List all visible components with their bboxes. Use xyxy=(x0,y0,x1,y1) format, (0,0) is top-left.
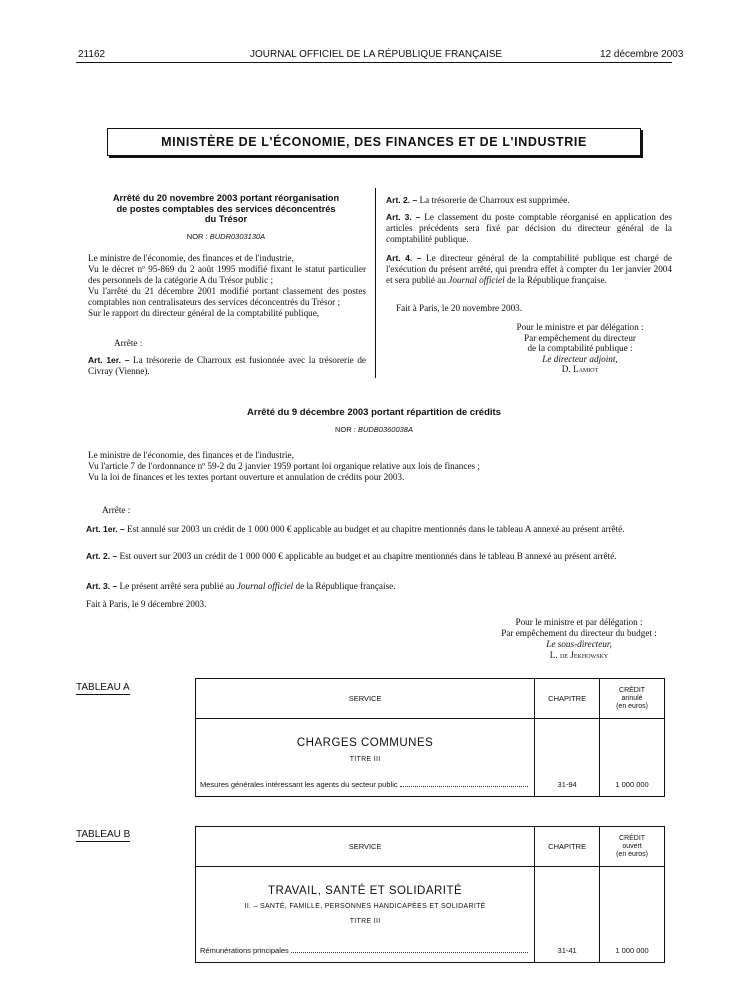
credit-header-line: (en euros) xyxy=(616,850,648,858)
arrete2-art1 xyxy=(76,524,672,535)
col-header-service: SERVICE xyxy=(196,679,535,719)
col-header-credit xyxy=(600,679,665,719)
article-text: de la République française. xyxy=(506,275,607,285)
ministry-title: MINISTÈRE DE L'ÉCONOMIE, DES FINANCES ET DE L'INDUSTRIE xyxy=(161,135,587,149)
article-text: Le présent arrêté sera publié au xyxy=(119,581,235,591)
table-row xyxy=(196,719,535,797)
arrete1-title-line: Arrêté du 20 novembre 2003 portant réorganisation xyxy=(112,193,340,203)
row-label-text: Rémunérations principales xyxy=(200,946,289,955)
arrete1-title-line: de postes comptables des services déconcentrés xyxy=(116,203,336,214)
paragraph: Vu l'article 7 de l'ordonnance nº 59-2 du 2 janvier 1959 portant loi organique relative aux lois de finances ; xyxy=(88,461,480,471)
journal-title: JOURNAL OFFICIEL DE LA RÉPUBLIQUE FRANÇAISE xyxy=(250,49,503,60)
arrete1-visas xyxy=(88,253,366,319)
nor-code: BUDB0360038A xyxy=(357,425,413,434)
article-text: Le classement du poste comptable réorganisé en application des articles précédents sera fixé par décision du directeur général de la comptabilité publique. xyxy=(386,212,672,244)
arrete1-title xyxy=(80,193,372,225)
col-header-credit xyxy=(600,827,665,867)
leader-dots xyxy=(291,952,528,953)
credit-cell: 1 000 000 xyxy=(600,719,665,797)
arrete2-fait: Fait à Paris, le 9 décembre 2003. xyxy=(86,599,207,609)
arrete1-title-line: du Trésor xyxy=(204,214,248,224)
row-label-text: Mesures générales intéressant les agents du secteur public xyxy=(200,780,398,789)
article-label: Art. 4. – xyxy=(386,253,422,263)
credit-header-line: ouvert xyxy=(622,842,642,850)
paragraph: Vu le décret nº 95-869 du 2 août 1995 modifié fixant le statut particulier des personnels de la catégorie A du Trésor public ; xyxy=(88,264,366,285)
column-divider xyxy=(375,188,376,378)
signature-line: Par empêchement du directeur xyxy=(524,332,636,343)
signature-line: de la comptabilité publique : xyxy=(527,343,633,353)
arrete1-art4 xyxy=(386,253,672,286)
credit-header-line: annulé xyxy=(621,694,643,702)
signature-line: Pour le ministre et par délégation : xyxy=(516,322,644,332)
article-text: Est ouvert sur 2003 un crédit de 1 000 000 € applicable au budget et au chapitre mentionnés dans le tableau B annexé au présent arrêté. xyxy=(119,551,617,561)
arrete1-signature xyxy=(480,322,680,375)
article-label: Art. 2. – xyxy=(386,195,418,205)
credit-header-line: CRÉDIT xyxy=(619,686,646,694)
tableau-a-label: TABLEAU A xyxy=(76,682,130,693)
titre-label: TITRE III xyxy=(349,756,381,763)
section-title: CHARGES COMMUNES xyxy=(296,737,434,749)
article-label: Art. 1er. – xyxy=(88,355,130,365)
arrete2-title: Arrêté du 9 décembre 2003 portant répartition de crédits xyxy=(247,407,501,418)
signature-line: Le directeur adjoint, xyxy=(542,353,618,364)
article-text: La trésorerie de Charroux est fusionnée avec la trésorerie de Civray (Vienne). xyxy=(88,355,366,376)
signature-line: Pour le ministre et par délégation : xyxy=(515,617,643,627)
ministry-banner xyxy=(107,128,641,156)
nor-label: NOR : xyxy=(186,232,208,241)
col-header-service: SERVICE xyxy=(196,827,535,867)
signature-line: Par empêchement du directeur du budget : xyxy=(501,628,657,638)
article-text: de la République française. xyxy=(295,581,396,591)
paragraph: Vu la loi de finances et les textes portant ouverture et annulation de crédits pour 2003. xyxy=(88,472,405,482)
row-label xyxy=(200,946,530,955)
article-label: Art. 2. – xyxy=(86,551,118,561)
journal-officiel-ref: Journal officiel xyxy=(236,581,294,591)
arrete2-nor xyxy=(76,425,672,434)
paragraph: Le ministre de l'économie, des finances et de l'industrie, xyxy=(88,253,294,263)
tableau-a xyxy=(195,678,665,797)
arrete1-fait: Fait à Paris, le 20 novembre 2003. xyxy=(396,303,523,313)
credit-header-line: (en euros) xyxy=(616,702,648,710)
nor-code: BUDR0303130A xyxy=(209,232,266,241)
signature-line: Le sous-directeur, xyxy=(546,639,612,649)
article-text: Le directeur général de la comptabilité publique est chargé de l'exécution du présent arrêté, qui prendra effet à compter du 1er janvier 2004 et sera publié au xyxy=(386,253,672,285)
credit-cell: 1 000 000 xyxy=(600,867,665,963)
arrete1-art3 xyxy=(386,212,672,245)
arrete1-art2 xyxy=(386,195,672,206)
col-header-chapitre: CHAPITRE xyxy=(535,679,600,719)
tableau-b-label: TABLEAU B xyxy=(76,829,131,840)
issue-date: 12 décembre 2003 xyxy=(600,49,684,60)
arrete2-signature xyxy=(474,617,684,661)
header-rule xyxy=(76,62,672,63)
titre-label: TITRE III xyxy=(349,918,381,925)
arrete2-arrete: Arrête : xyxy=(102,505,131,515)
article-label: Art. 3. – xyxy=(86,581,118,591)
leader-dots xyxy=(400,786,529,787)
paragraph: Vu l'arrêté du 21 décembre 2001 modifié portant classement des postes comptables non centralisateurs des services déconcentrés du Trésor ; xyxy=(88,286,366,307)
arrete1-arrete: Arrête : xyxy=(114,338,143,348)
nor-label: NOR : xyxy=(335,425,356,434)
tableau-b xyxy=(195,826,665,963)
col-header-chapitre: CHAPITRE xyxy=(535,827,600,867)
subsection-title: II. – SANTÉ, FAMILLE, PERSONNES HANDICAPÉES ET SOLIDARITÉ xyxy=(244,903,486,910)
article-text: Est annulé sur 2003 un crédit de 1 000 000 € applicable au budget et au chapitre mentionnés dans le tableau A annexé au présent arrêté. xyxy=(127,524,625,534)
table-row xyxy=(196,867,535,963)
arrete2-art2 xyxy=(76,551,672,562)
chapitre-cell: 31-94 xyxy=(535,719,600,797)
credit-header-line: CRÉDIT xyxy=(619,834,646,842)
article-label: Art. 1er. – xyxy=(86,524,125,534)
arrete2-art3 xyxy=(86,581,672,592)
page-number: 21162 xyxy=(78,49,106,60)
arrete1-nor xyxy=(80,232,372,241)
section-title: TRAVAIL, SANTÉ ET SOLIDARITÉ xyxy=(267,885,463,897)
signatory-name: D. Lamiot xyxy=(561,364,599,374)
arrete2-visas xyxy=(88,450,673,483)
journal-officiel-ref: Journal officiel xyxy=(448,275,505,285)
row-label xyxy=(200,780,530,789)
paragraph: Le ministre de l'économie, des finances et de l'industrie, xyxy=(88,450,294,460)
paragraph: Sur le rapport du directeur général de la comptabilité publique, xyxy=(88,308,320,318)
article-text: La trésorerie de Charroux est supprimée. xyxy=(419,195,570,205)
arrete1-art1 xyxy=(88,355,366,377)
article-label: Art. 3. – xyxy=(386,212,421,222)
chapitre-cell: 31-41 xyxy=(535,867,600,963)
signatory-name: L. de Jekhowsky xyxy=(549,650,609,660)
